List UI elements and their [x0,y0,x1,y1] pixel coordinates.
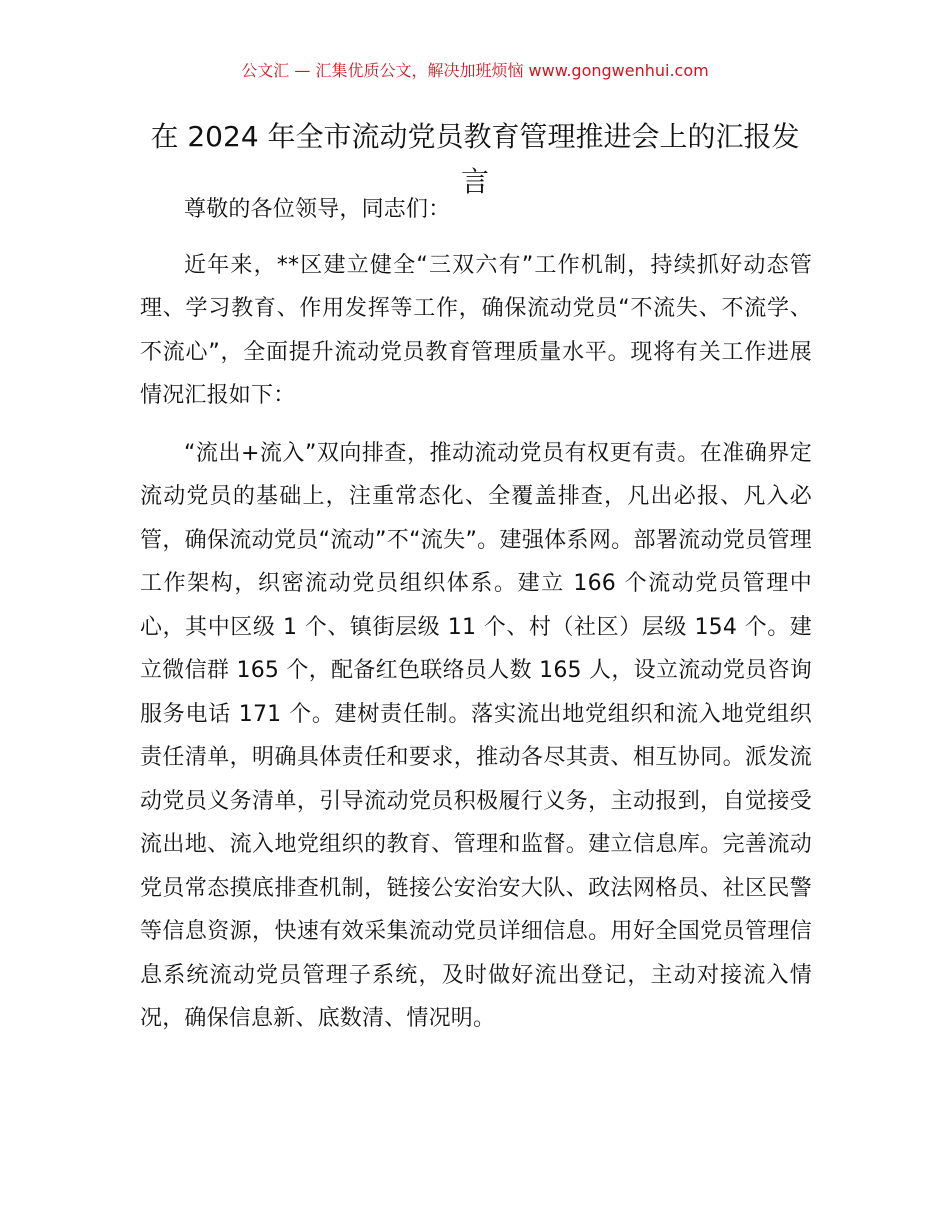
intro-paragraph: 近年来，**区建立健全“三双六有”工作机制，持续抓好动态管理、学习教育、作用发挥等工作，确保流动党员“不流失、不流学、不流心”，全面提升流动党员教育管理质量水平。现将有关工作进展情况汇报如下： [140,252,812,408]
document-title: 在 2024 年全市流动党员教育管理推进会上的汇报发言 [150,120,800,198]
greeting-paragraph: 尊敬的各位领导，同志们： [184,197,451,222]
body-paragraph: “流出+流入”双向排查，推动流动党员有权更有责。在准确界定流动党员的基础上，注重常态化、全覆盖排查，凡出必报、凡入必管，确保流动党员“流动”不“流失”。建强体系网。部署流动党员管理工作架构，织密流动党员组织体系。建立 166 个流动党员管理中心，其中区级 1 个、镇街层级 11 个、村（社区）层级 154 个。建立微信群 165 个，配备红色联络员人数 165 人，设立流动党员咨询服务电话 171 个。建树责任制。落实流出地党组织和流入地党组织责任清单，明确具体责任和要求，推动各尽其责、相互协同。派发流动党员义务清单，引导流动党员积极履行义务，主动报到，自觉接受流出地、流入地党组织的教育、管理和监督。建立信息库。完善流动党员常态摸底排查机制，链接公安治安大队、政法网格员、社区民警等信息资源，快速有效采集流动党员详细信息。用好全国党员管理信息系统流动党员管理子系统，及时做好流出登记，主动对接流入情况，确保信息新、底数清、情况明。 [140,440,812,1031]
watermark-header: 公文汇 — 汇集优质公文，解决加班烦恼 www.gongwenhui.com [241,61,709,80]
document-body [140,188,812,1041]
